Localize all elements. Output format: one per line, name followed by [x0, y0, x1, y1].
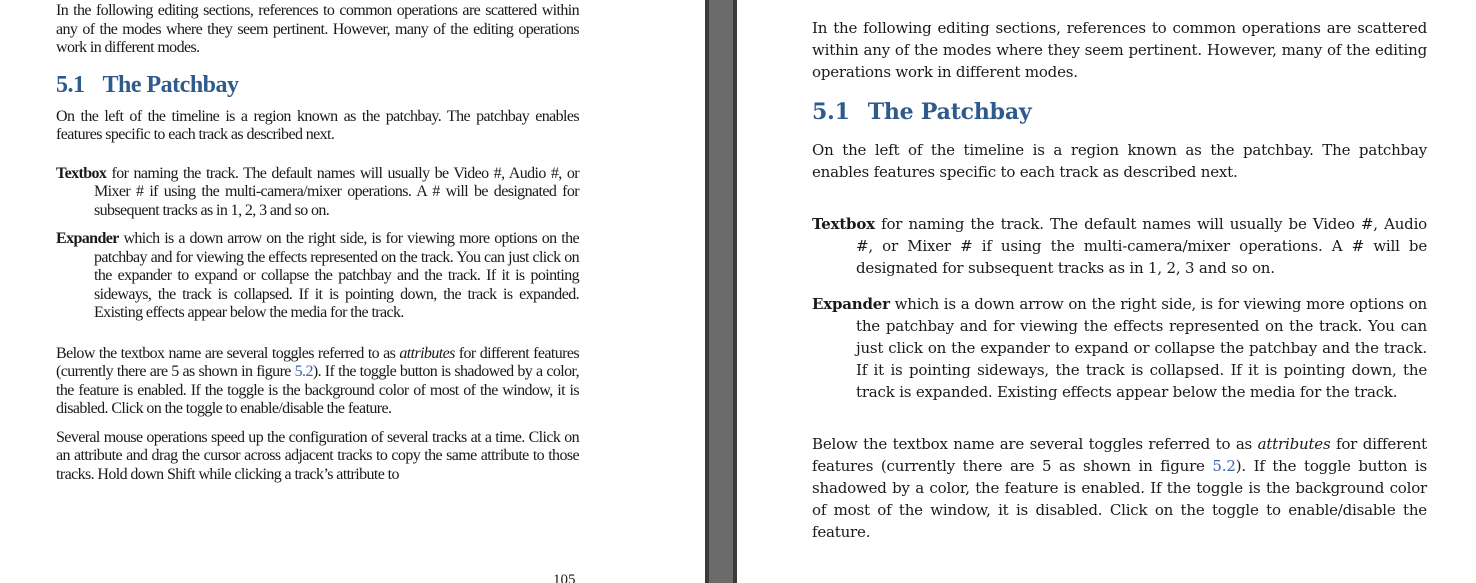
toggles-text-middle: for different features (currently there are 5 as shown in figure: [812, 435, 1428, 475]
section-title: The Patchbay: [867, 99, 1032, 125]
toggles-text-start: Below the textbox name are several toggles referred to as: [812, 435, 1258, 453]
figure-link[interactable]: 5.2: [294, 363, 313, 380]
figure-link[interactable]: 5.2: [1212, 457, 1236, 475]
textbox-term: Textbox: [812, 215, 875, 233]
section-title: The Patchbay: [102, 71, 239, 98]
intro-paragraph: In the following editing sections, references to common operations are scattered within any of the modes where they seem pertinent. However, many of the editing operations work in different modes.: [56, 2, 579, 56]
patchbay-intro-paragraph: On the left of the timeline is a region known as the patchbay. The patchbay enables features specific to each track as described next.: [812, 141, 1427, 181]
patchbay-intro-paragraph: On the left of the timeline is a region known as the patchbay. The patchbay enables features specific to each track as described next.: [56, 107, 579, 143]
toggles-text-middle: for different features (currently there are 5 as shown in figure: [56, 344, 580, 380]
textbox-text: for naming the track. The default names will usually be Video #, Audio #, or Mixer # if using the multi-camera/mixer operations. A # will be designated for subsequent tracks as in 1, 2, 3 and so on.: [94, 164, 579, 219]
left-page-content: [56, 2, 579, 484]
expander-description: [812, 293, 1427, 403]
intro-paragraph: In the following editing sections, references to common operations are scattered within any of the modes where they seem pertinent. However, many of the editing operations work in different modes.: [812, 19, 1427, 81]
section-heading: [56, 70, 579, 100]
textbox-description: [812, 213, 1427, 279]
section-number: 5.1: [56, 71, 85, 98]
attributes-emphasis: attributes: [399, 344, 455, 362]
textbox-term: Textbox: [56, 164, 107, 182]
section-number: 5.1: [812, 99, 850, 125]
toggles-paragraph: [812, 433, 1427, 543]
section-heading: [812, 97, 1427, 127]
expander-term: Expander: [812, 295, 890, 313]
toggles-text-end: ). If the toggle button is shadowed by a color, the feature is enabled. If the toggle is the background color of most of the window, it is disabled. Click on the toggle to enable/disable the feature.: [56, 363, 579, 417]
right-document-pane[interactable]: [737, 0, 1476, 583]
expander-term: Expander: [56, 230, 119, 247]
page-number: 105: [553, 572, 576, 583]
toggles-text-end: ). If the toggle button is shadowed by a color, the feature is enabled. If the toggle is the background color of most of the window, it is disabled. Click on the toggle to enable/disable the feature.: [812, 457, 1427, 541]
expander-text: which is a down arrow on the right side, is for viewing more options on the patchbay and for viewing the effects represented on the track. You can just click on the expander to expand or collapse the patchbay and the track. If it is pointing sideways, the track is collapsed. If it is pointing down, the track is expanded. Existing effects appear below the media for the track.: [94, 230, 579, 321]
expander-text: which is a down arrow on the right side, is for viewing more options on the patchbay and for viewing the effects represented on the track. You can just click on the expander to expand or collapse the patchbay and the track. If it is pointing sideways, the track is collapsed. If it is pointing down, the track is expanded. Existing effects appear below the media for the track.: [856, 295, 1427, 401]
right-page-content: [812, 17, 1427, 543]
mouse-operations-paragraph: Several mouse operations speed up the configuration of several tracks at a time. Click on an attribute and drag the cursor across adjacent tracks to copy the same attribute to those tracks. Hold down Shift while clicking a track’s attribute to: [56, 428, 579, 483]
pane-divider[interactable]: [705, 0, 737, 583]
left-document-pane[interactable]: [0, 0, 705, 583]
toggles-text-start: Below the textbox name are several toggles referred to as: [56, 344, 400, 362]
attributes-emphasis: attributes: [1257, 435, 1331, 453]
expander-description: [56, 230, 579, 323]
textbox-text: for naming the track. The default names will usually be Video #, Audio #, or Mixer # if using the multi-camera/mixer operations. A # will be designated for subsequent tracks as in 1, 2, 3 and so on.: [856, 215, 1427, 277]
toggles-paragraph: [56, 345, 579, 419]
textbox-description: [56, 165, 579, 221]
